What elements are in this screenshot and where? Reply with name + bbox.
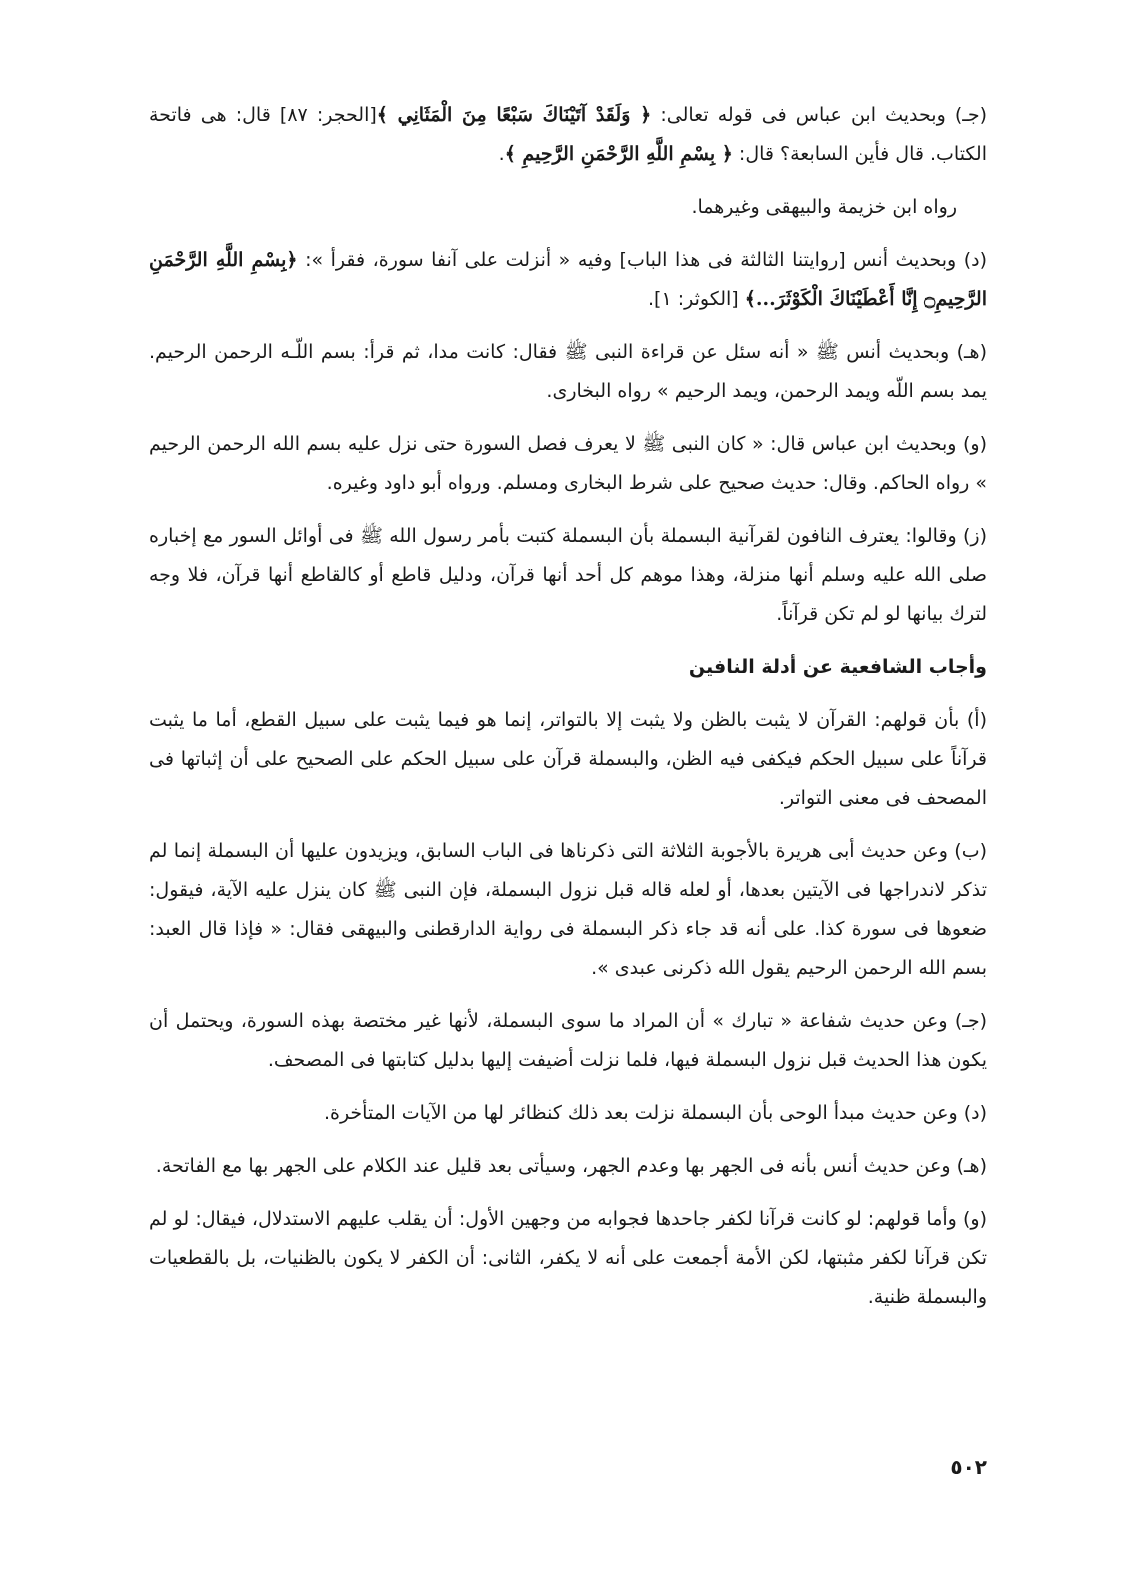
paragraph-marker: (ز) bbox=[962, 525, 987, 547]
paragraph-marker: (جـ) bbox=[954, 1010, 987, 1032]
paragraph-text: وعن حديث أبى هريرة بالأجوبة الثلاثة التى ذكرناها فى الباب السابق، ويزيدون عليها أن البسملة إنما لم تذكر لاندراجها فى الآيتين بعدها، أو لعله قاله قبل نزول البسملة، فإن النبى ﷺ كان ينزل عليه الآية، فيقول: ضعوها فى سورة كذا. على أنه قد جاء ذكر البسملة فى رواية الدارقطنى والبيهقى فقال: « فإذا قال العبد: بسم الله الرحمن الرحيم يقول الله ذكرنى عبدى ». bbox=[149, 840, 987, 979]
paragraph bbox=[149, 1147, 987, 1186]
paragraph bbox=[149, 832, 987, 988]
paragraph-text: بأن قولهم: القرآن لا يثبت بالظن ولا يثبت إلا بالتواتر، إنما هو فيما يثبت على سبيل القطع، أما ما يثبت قرآناً على سبيل الحكم فيكفى فيه الظن، والبسملة قرآن على سبيل الحكم على الصحيح على أن إثباتها فى المصحف فى معنى التواتر. bbox=[149, 709, 987, 809]
paragraph-text: وعن حديث شفاعة « تبارك » أن المراد ما سوى البسملة، لأنها غير مختصة بهذه السورة، ويحتمل أن يكون هذا الحديث قبل نزول البسملة فيها، فلما نزلت أضيفت إليها بدليل كتابتها فى المصحف. bbox=[149, 1010, 987, 1071]
paragraph-marker: (د) bbox=[963, 1102, 987, 1124]
paragraph-text: وقالوا: يعترف النافون لقرآنية البسملة بأن البسملة كتبت بأمر رسول الله ﷺ فى أوائل السور مع إخباره صلى الله عليه وسلم أنها منزلة، وهذا موهم كل أحد أنها قرآن، ودليل قاطع أو كالقاطع أنها قرآن، فلا وجه لترك بيانها لو لم تكن قرآناً. bbox=[149, 525, 987, 625]
section-heading: وأجاب الشافعية عن أدلة النافين bbox=[688, 656, 987, 678]
quran-verse: ﴿ وَلَقَدْ آتَيْنَاكَ سَبْعًا مِنَ الْمَثَانِي ﴾ bbox=[376, 104, 652, 126]
paragraph-text: [الحجر: ٨٧] قال: هى فاتحة الكتاب. قال فأين السابعة؟ قال: bbox=[149, 104, 987, 165]
paragraph-text: وبحديث أنس [روايتنا الثالثة فى هذا الباب] وفيه « أنزلت على آنفا سورة، فقرأ »: bbox=[297, 249, 964, 271]
page-body bbox=[149, 96, 987, 1331]
paragraph-marker: (أ) bbox=[966, 709, 987, 731]
paragraph-text: وبحديث ابن عباس قال: « كان النبى ﷺ لا يعرف فصل السورة حتى نزل عليه بسم الله الرحمن الرحيم » رواه الحاكم. وقال: حديث صحيح على شرط البخارى ومسلم. ورواه أبو داود وغيره. bbox=[149, 433, 987, 494]
bottom-paragraphs bbox=[149, 701, 987, 1317]
paragraph-text: وبحديث أنس ﷺ « أنه سئل عن قراءة النبى ﷺ فقال: كانت مدا، ثم قرأ: بسم اللّـه الرحمن الرحيم. يمد بسم اللّه ويمد الرحمن، ويمد الرحيم » رواه البخارى. bbox=[149, 341, 987, 402]
paragraph-text: وعن حديث أنس بأنه فى الجهر بها وعدم الجهر، وسيأتى بعد قليل عند الكلام على الجهر بها مع الفاتحة. bbox=[155, 1155, 957, 1177]
paragraph-marker: (جـ) bbox=[954, 104, 988, 126]
paragraph bbox=[149, 1094, 987, 1133]
paragraph bbox=[149, 701, 987, 818]
paragraph-marker: (هـ) bbox=[956, 341, 987, 363]
paragraph bbox=[149, 96, 987, 174]
page-number: ٥٠٢ bbox=[950, 1455, 987, 1479]
paragraph-text: وبحديث ابن عباس فى قوله تعالى: bbox=[651, 104, 955, 126]
paragraph-marker: (هـ) bbox=[956, 1155, 987, 1177]
paragraph bbox=[149, 517, 987, 634]
quran-verse: ﴿ بِسْمِ اللَّهِ الرَّحْمَنِ الرَّحِيمِ ﴾ bbox=[504, 143, 733, 165]
paragraph-marker: (د) bbox=[963, 249, 987, 271]
narration-note: رواه ابن خزيمة والبيهقى وغيرهما. bbox=[691, 196, 957, 218]
paragraph bbox=[149, 333, 987, 411]
quran-verse: ﴿بِسْمِ اللَّهِ الرَّحْمَنِ الرَّحِيمِ۝ إِنَّا أَعْطَيْنَاكَ الْكَوْثَرَ...﴾ bbox=[149, 249, 987, 310]
middle-paragraphs bbox=[149, 241, 987, 634]
paragraph-text: وأما قولهم: لو كانت قرآنا لكفر جاحدها فجوابه من وجهين الأول: أن يقلب عليهم الاستدلال، فيقال: لو لم تكن قرآنا لكفر مثبتها، لكن الأمة أجمعت على أنه لا يكفر، الثانى: أن الكفر لا يكون بالظنيات، بل بالقطعيات والبسملة ظنية. bbox=[149, 1208, 987, 1308]
paragraph bbox=[149, 241, 987, 319]
paragraph-marker: (و) bbox=[962, 433, 987, 455]
paragraph bbox=[149, 425, 987, 503]
paragraph-marker: (ب) bbox=[954, 840, 987, 862]
paragraph bbox=[149, 1002, 987, 1080]
paragraph-text: . bbox=[498, 143, 505, 165]
paragraph-marker: (و) bbox=[962, 1208, 987, 1230]
paragraph bbox=[149, 1200, 987, 1317]
paragraph-text: وعن حديث مبدأ الوحى بأن البسملة نزلت بعد ذلك كنظائر لها من الآيات المتأخرة. bbox=[323, 1102, 964, 1124]
paragraph-text: [الكوثر: ١]. bbox=[648, 288, 745, 310]
top-paragraphs bbox=[149, 96, 987, 174]
